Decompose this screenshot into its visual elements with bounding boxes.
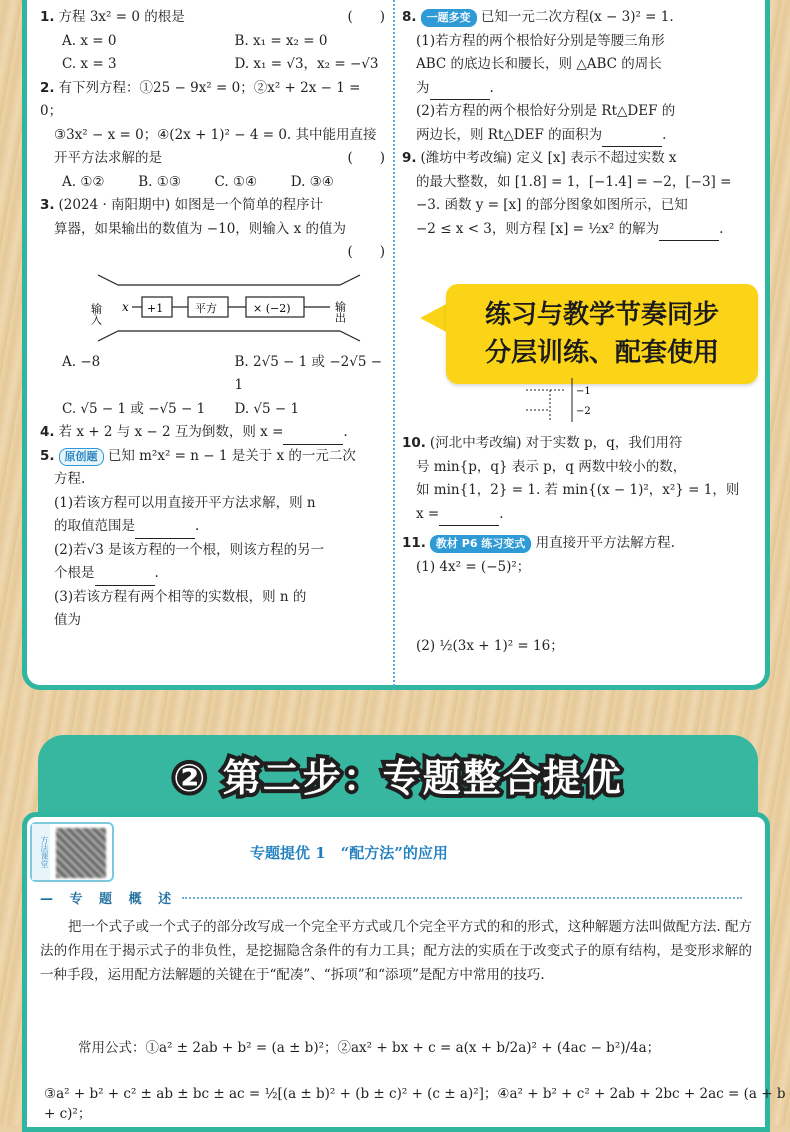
formula-line-1: [78, 1036, 660, 1056]
question-text: (潍坊中考改编) 定义 [x] 表示不超过实数 x: [420, 150, 677, 166]
option-a: A. ①②: [62, 173, 105, 190]
question-2: [40, 77, 385, 195]
right-column: [402, 6, 752, 241]
question-11: [402, 532, 752, 659]
answer-paren: ( ): [347, 244, 385, 260]
question-text: 已知 m²x² = n − 1 是关于 x 的一元二次: [107, 447, 356, 464]
topic-title: 专题提优 1 “配方法”的应用: [250, 844, 448, 862]
flow-x: x: [122, 299, 129, 314]
option-c: C. x = 3: [62, 56, 117, 72]
question-end: .: [343, 424, 348, 440]
question-text: (2024 · 南阳期中) 如图是一个简单的程序计: [58, 197, 324, 213]
question-text-line: x =: [416, 505, 440, 522]
subquestion-2: (2)若√3 是该方程的一个根，则该方程的另一: [54, 541, 325, 558]
question-8: 8. 一题多变 已知一元二次方程(x − 3)² = 1. (1)若方程的两个根恰好分别是等腰三角形 ABC 的底边长和腰长，则 △ABC 的周长 为 . (2)若方程的两个根恰好分别是 Rt△DEF 的 两边长，则 Rt△DEF 的面积为 .: [402, 6, 752, 147]
subquestion-2-cont: 两边长，则 Rt△DEF 的面积为: [416, 126, 603, 143]
question-text-line: 开平方法求解的是: [54, 150, 162, 166]
qr-side-label: 方法课堂: [32, 824, 50, 880]
question-text: 有下列方程：①25 − 9x² = 0；②x² + 2x − 1 = 0；: [40, 79, 361, 119]
question-number: 5.: [40, 447, 55, 464]
question-text-line: 算器，如果输出的数值为 −10，则输入 x 的值为: [54, 220, 346, 237]
option-a: A. x = 0: [62, 32, 117, 49]
answer-blank[interactable]: [439, 512, 499, 526]
overview-label: — 专 题 概 述: [40, 892, 178, 907]
question-1: [40, 6, 385, 77]
banner-title: ② 第二步：专题整合提优: [173, 756, 623, 800]
options-row: [40, 53, 385, 77]
question-10: 10. (河北中考改编) 对于实数 p，q，我们用符 号 min{p，q} 表示 p，q 两数中较小的数， 如 min{1，2} = 1. 若 min{(x − 1)²，x²} = 1，则 x = .: [402, 432, 752, 526]
answer-blank[interactable]: [602, 133, 662, 147]
flow-box-square: 平方: [195, 301, 217, 315]
options-row: [40, 171, 385, 195]
subquestion-1-cont: 的取值范围是: [54, 518, 135, 534]
question-number: 2.: [40, 79, 55, 96]
answer-blank[interactable]: [659, 227, 719, 241]
formula-1-mid: (x + b/2a)² + (4ac − b²)/4a；: [463, 1040, 661, 1056]
right-column-lower: [402, 432, 752, 659]
column-divider: [393, 0, 395, 690]
qr-code-card[interactable]: [30, 822, 114, 882]
answer-paren: ( ): [347, 150, 385, 166]
question-number: 9.: [402, 150, 417, 166]
question-number: 10.: [402, 435, 426, 451]
question-9: 9. (潍坊中考改编) 定义 [x] 表示不超过实数 x 的最大整数，如 [1.8] = 1，[−1.4] = −2，[−3] = −3. 函数 y = [x] 的部分图象如图所示，已知 −2 ≤ x < 3，则方程 [x] = ½x² 的解为 .: [402, 147, 752, 241]
overview-divider: [182, 897, 742, 899]
option-d: D. x₁ = √3，x₂ = −√3: [234, 56, 379, 72]
flow-output-label: 输出: [333, 300, 347, 323]
option-d: D. √5 − 1: [234, 400, 300, 417]
options-row: [40, 398, 385, 422]
original-question-tag: 原创题: [59, 448, 104, 466]
answer-blank[interactable]: [283, 431, 343, 445]
question-3: [40, 194, 385, 421]
question-number: 4.: [40, 424, 55, 440]
question-text-line: 如 min{1，2} = 1. 若 min{(x − 1)²，x²} = 1，则: [416, 482, 740, 498]
question-4: [40, 421, 385, 445]
option-c: C. √5 − 1 或 −√5 − 1: [62, 400, 206, 417]
subquestion-1: (1)若方程的两个根恰好分别是等腰三角形: [416, 32, 665, 49]
answer-paren: ( ): [347, 9, 385, 25]
question-text: 已知一元二次方程(x − 3)² = 1.: [480, 9, 674, 25]
multi-variant-tag: 一题多变: [421, 9, 477, 27]
promo-callout: [446, 284, 758, 384]
callout-line-2: 分层训练、配套使用: [484, 338, 719, 368]
options-row: [40, 351, 385, 398]
question-text-line: 的最大整数，如 [1.8] = 1，[−1.4] = −2，[−3] =: [416, 173, 732, 190]
program-flowchart: [40, 273, 385, 343]
option-d: D. ③④: [290, 173, 334, 190]
question-text: 若 x + 2 与 x − 2 互为倒数，则 x =: [58, 424, 284, 440]
question-number: 8.: [402, 9, 417, 25]
question-number: 1.: [40, 9, 55, 25]
option-b: B. 2√5 − 1 或 −2√5 − 1: [234, 353, 383, 393]
flow-box-times: × (−2): [253, 301, 291, 315]
textbook-tag: 教材 P6 练习变式: [430, 535, 531, 553]
subquestion-2: (2)若方程的两个根恰好分别是 Rt△DEF 的: [416, 103, 676, 119]
step-function-graph: [520, 378, 610, 422]
callout-line-1: 练习与教学节奏同步: [484, 300, 719, 330]
question-text-line: −2 ≤ x < 3，则方程 [x] = ½x² 的解为: [416, 220, 660, 237]
formula-1-prefix: 常用公式：①a² ± 2ab + b² = (a ± b)²；②ax² + bx + c = a: [78, 1040, 464, 1056]
answer-blank[interactable]: [430, 86, 490, 100]
left-column: [40, 6, 385, 633]
flow-input-label: 输入: [89, 302, 103, 325]
flow-box-plus1: +1: [147, 301, 164, 315]
question-text: 用直接开平方法解方程.: [535, 535, 675, 551]
subquestion-1: (1)若该方程可以用直接开平方法求解，则 n: [54, 494, 316, 511]
options-row: [40, 30, 385, 54]
formula-line-2: ③a² + b² + c² ± ab ± bc ± ac = ½[(a ± b)² + (b ± c)² + (c ± a)²]；④a² + b² + c² + 2ab + 2bc + 2ac = (a + b + c)²；: [44, 1086, 786, 1122]
question-text-line: −3. 函数 y = [x] 的部分图象如图所示，已知: [416, 197, 688, 213]
subquestion-1-end: 为: [416, 79, 430, 96]
question-5: 5. 原创题 已知 m²x² = n − 1 是关于 x 的一元二次 方程. (1)若该方程可以用直接开平方法求解，则 n 的取值范围是 . (2)若√3 是该方程的一个根，则该方程的另一 个根是 . (3)若该方程有两个相等的实数根，则 n 的 值为: [40, 445, 385, 633]
question-text-line: ③3x² − x = 0；④(2x + 1)² − 4 = 0. 其中能用直接: [54, 126, 377, 143]
subquestion-3: (3)若该方程有两个相等的实数根，则 n 的: [54, 588, 307, 605]
option-b: B. ①③: [138, 173, 181, 190]
overview-paragraph: 把一个式子或一个式子的部分改写成一个完全平方式或几个完全平方式的和的形式，这种解题方法叫做配方法. 配方法的作用在于揭示式子的非负性，是挖掘隐含条件的有力工具；配方法的实质在于改变式子的原有结构，是变形求解的一种手段，运用配方法解题的关键在于“配凑”、“拆项”和“添项”是配方中常用的技巧.: [40, 919, 752, 983]
option-c: C. ①④: [214, 173, 258, 190]
answer-blank[interactable]: [95, 572, 155, 586]
subquestion-3-cont: 值为: [54, 612, 81, 628]
option-b: B. x₁ = x₂ = 0: [234, 32, 328, 49]
subquestion-2-cont: 个根是: [54, 565, 95, 581]
question-text: 方程 3x² = 0 的根是: [58, 9, 185, 25]
subquestion-2: (2) ½(3x + 1)² = 16；: [416, 638, 564, 654]
qr-code-icon: [56, 828, 106, 878]
option-a: A. −8: [62, 353, 101, 370]
subquestion-1: (1) 4x² = (−5)²；: [416, 558, 531, 575]
subquestion-1-cont: ABC 的底边长和腰长，则 △ABC 的周长: [416, 56, 662, 72]
question-number: 11.: [402, 535, 426, 551]
answer-blank[interactable]: [135, 525, 195, 539]
question-number: 3.: [40, 197, 55, 213]
question-text: (河北中考改编) 对于实数 p，q，我们用符: [429, 435, 683, 451]
question-text-line: 号 min{p，q} 表示 p，q 两数中较小的数，: [416, 458, 687, 475]
y-tick-minus-2: −2: [576, 406, 591, 417]
question-text-line: 方程.: [54, 471, 86, 487]
y-tick-minus-1: −1: [576, 386, 591, 397]
